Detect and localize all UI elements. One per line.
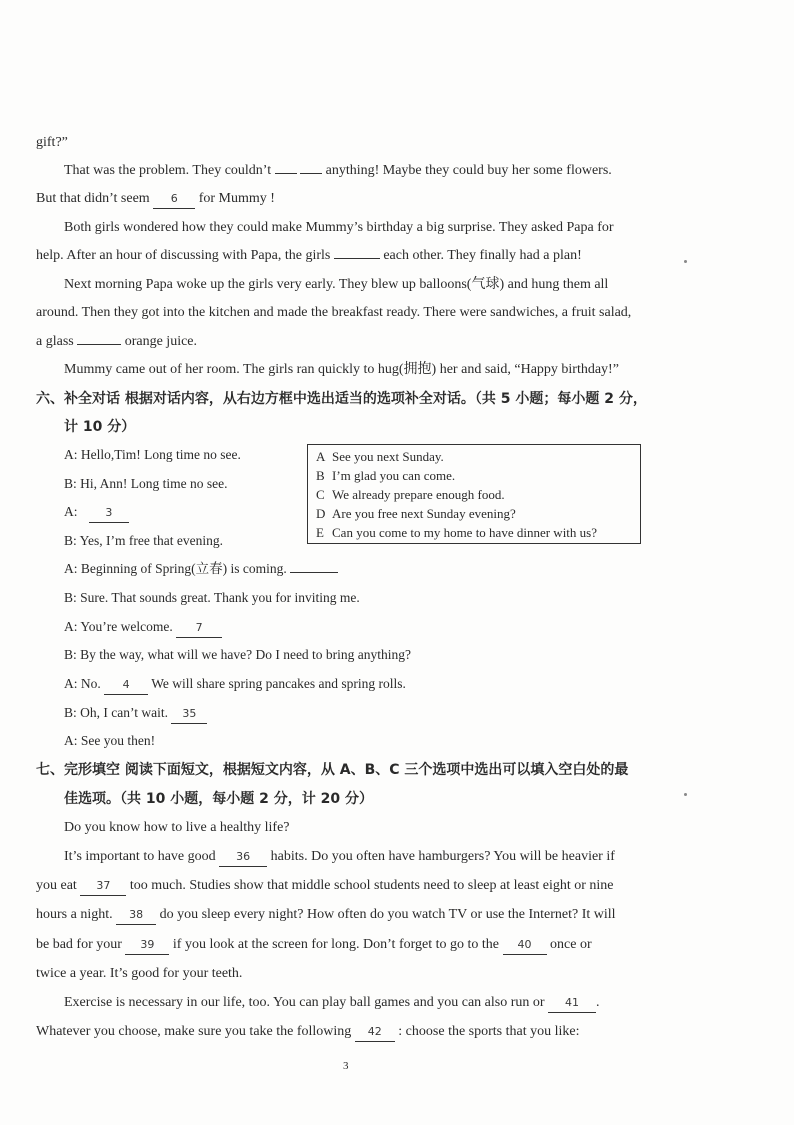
passage-line: Next morning Papa woke up the girls very early. They blew up balloons(气球) and hung them all xyxy=(64,277,609,292)
scan-speck xyxy=(684,260,687,263)
answer-blank: 35 xyxy=(171,705,207,724)
passage-line: help. After an hour of discussing with Papa, the girls each other. They finally had a plan! xyxy=(36,248,582,263)
dialogue-line: B: Hi, Ann! Long time no see. xyxy=(64,476,228,491)
page-number: 3 xyxy=(343,1060,349,1072)
passage-line: Exercise is necessary in our life, too. You can play ball games and you can also run or 41 . xyxy=(64,994,600,1013)
section-heading: 计 10 分） xyxy=(64,419,136,435)
dialogue-line: B: Oh, I can’t wait. 35 xyxy=(64,704,207,724)
answer-blank: 4 xyxy=(104,676,148,695)
passage-line: Both girls wondered how they could make Mummy’s birthday a big surprise. They asked Papa for xyxy=(64,220,614,235)
answer-blank: 37 xyxy=(80,877,126,896)
answer-blank: 36 xyxy=(219,848,267,867)
answer-blank xyxy=(290,572,338,573)
dialogue-line: A: Hello,Tim! Long time no see. xyxy=(64,447,241,462)
passage-line: be bad for your 39 if you look at the screen for long. Don’t forget to go to the 40 once or xyxy=(36,936,592,955)
section-heading: 六、补全对话 根据对话内容，从右边方框中选出适当的选项补全对话。（共 5 小题；每小题 2 分， xyxy=(36,391,647,407)
answer-blank: 7 xyxy=(176,619,222,638)
answer-blank xyxy=(77,344,121,345)
passage-line: Whatever you choose, make sure you take the following 42 : choose the sports that you like: xyxy=(36,1023,580,1042)
answer-blank: 38 xyxy=(116,906,156,925)
passage-line: That was the problem. They couldn’t anything! Maybe they could buy her some flowers. xyxy=(64,163,612,178)
dialogue-line: A: No. 4 We will share spring pancakes and spring rolls. xyxy=(64,675,406,695)
dialogue-line: A: You’re welcome. 7 xyxy=(64,618,222,638)
section-heading: 七、完形填空 阅读下面短文，根据短文内容，从 A、B、C 三个选项中选出可以填入空白处的最 xyxy=(36,762,629,778)
option-d: D Are you free next Sunday evening? xyxy=(316,506,516,521)
answer-blank: 3 xyxy=(89,504,129,523)
passage-line: twice a year. It’s good for your teeth. xyxy=(36,966,243,981)
passage-line: Do you know how to live a healthy life? xyxy=(64,820,290,835)
passage-line: But that didn’t seem 6 for Mummy ! xyxy=(36,190,275,209)
section-heading: 佳选项。（共 10 小题，每小题 2 分，计 20 分） xyxy=(64,791,373,807)
dialogue-line: B: Sure. That sounds great. Thank you for inviting me. xyxy=(64,590,360,605)
option-c: C We already prepare enough food. xyxy=(316,487,505,502)
answer-blank: 6 xyxy=(153,190,195,209)
dialogue-line: A: Beginning of Spring(立春) is coming. xyxy=(64,560,338,578)
passage-line: you eat 37 too much. Studies show that middle school students need to sleep at least eight or nine xyxy=(36,877,614,896)
dialogue-line: A: 3 xyxy=(64,503,129,523)
dialogue-line: B: By the way, what will we have? Do I need to bring anything? xyxy=(64,647,412,662)
answer-blank: 40 xyxy=(503,936,547,955)
option-e: E Can you come to my home to have dinner with us? xyxy=(316,525,598,540)
answer-blank xyxy=(275,173,297,174)
dialogue-line: A: See you then! xyxy=(64,733,156,748)
answer-blank: 42 xyxy=(355,1023,395,1042)
answer-blank xyxy=(334,258,380,259)
answer-blank: 39 xyxy=(125,936,169,955)
passage-line: around. Then they got into the kitchen and made the breakfast ready. There were sandwiches, a fruit salad, xyxy=(36,305,632,320)
answer-blank: 41 xyxy=(548,994,596,1013)
option-b: B I’m glad you can come. xyxy=(316,468,456,483)
scan-speck xyxy=(684,793,687,796)
passage-line: gift?” xyxy=(36,135,68,150)
passage-line: It’s important to have good 36 habits. Do you often have hamburgers? You will be heavier if xyxy=(64,848,615,867)
passage-line: a glass orange juice. xyxy=(36,334,198,349)
answer-blank xyxy=(300,173,322,174)
passage-line: hours a night. 38 do you sleep every night? How often do you watch TV or use the Internet? It will xyxy=(36,906,616,925)
option-a: A See you next Sunday. xyxy=(316,449,444,464)
passage-line: Mummy came out of her room. The girls ran quickly to hug(拥抱) her and said, “Happy birthday!” xyxy=(64,362,619,377)
options-box xyxy=(307,444,641,544)
dialogue-line: B: Yes, I’m free that evening. xyxy=(64,533,223,548)
